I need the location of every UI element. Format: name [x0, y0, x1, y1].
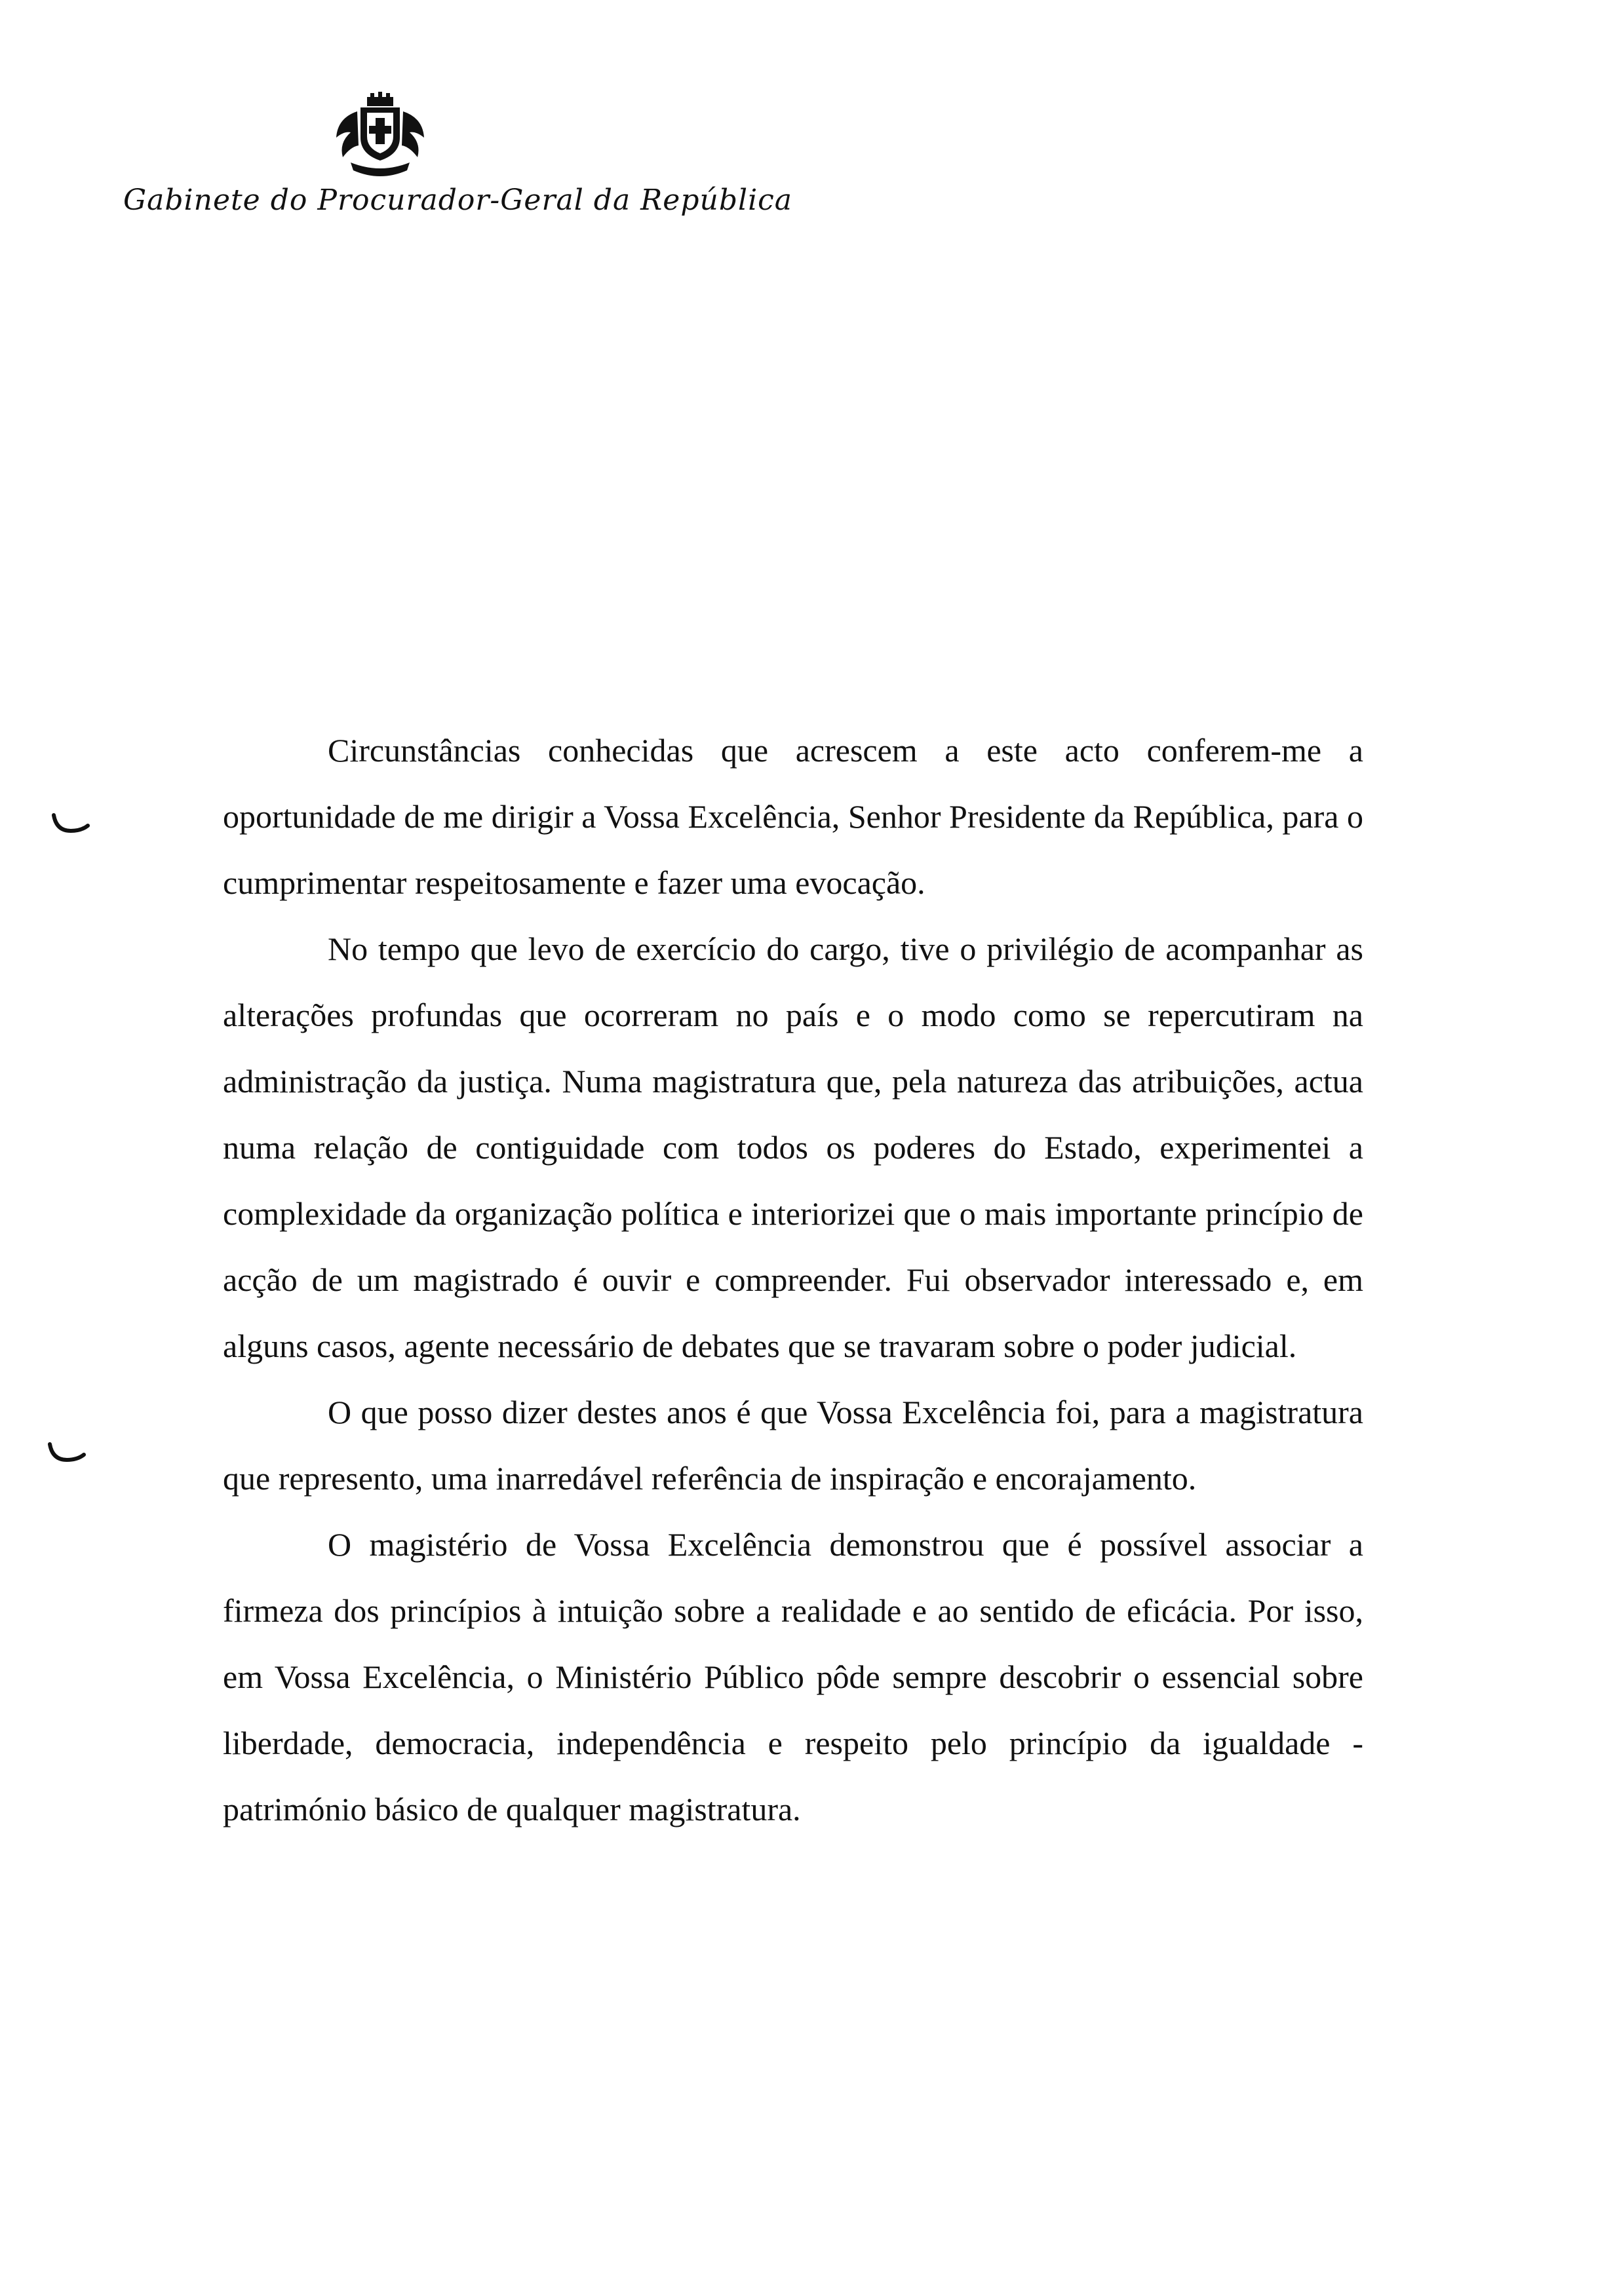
paragraph: Circunstâncias conhecidas que acrescem a este acto conferem-me a oportunidade de me dirigir a Vossa Excelência, Senhor Presidente da República, para o cumprimentar respeitosamente e fazer uma evocação.: [223, 732, 1363, 901]
office-name: Gabinete do Procurador-Geral da República: [123, 183, 793, 217]
coat-of-arms-icon: [331, 92, 429, 183]
paragraph: O magistério de Vossa Excelência demonstrou que é possível associar a firmeza dos princípios à intuição sobre a realidade e ao sentido de eficácia. Por isso, em Vossa Excelência, o Ministério Público pôde sempre descobrir o essencial sobre liberdade, democracia, independência e respeito pelo princípio da igualdade - património básico de qualquer magistratura.: [223, 1526, 1363, 1827]
letter-body: [223, 718, 1363, 1843]
paragraph: No tempo que levo de exercício do cargo, tive o privilégio de acompanhar as alterações profundas que ocorreram no país e o modo como se repercutiram na administração da justiça. Numa magistratura que, pela natureza das atribuições, actua numa relação de contiguidade com todos os poderes do Estado, experimentei a complexidade da organização política e interiorizei que o mais importante princípio de acção de um magistrado é ouvir e compreender. Fui observador interessado e, em alguns casos, agente necessário de debates que se travaram sobre o poder judicial.: [223, 930, 1363, 1364]
handwritten-check-mark-icon: [51, 813, 90, 835]
paragraph: O que posso dizer destes anos é que Vossa Excelência foi, para a magistratura que represento, uma inarredável referência de inspiração e encorajamento.: [223, 1394, 1363, 1497]
handwritten-check-mark-icon: [47, 1442, 87, 1464]
